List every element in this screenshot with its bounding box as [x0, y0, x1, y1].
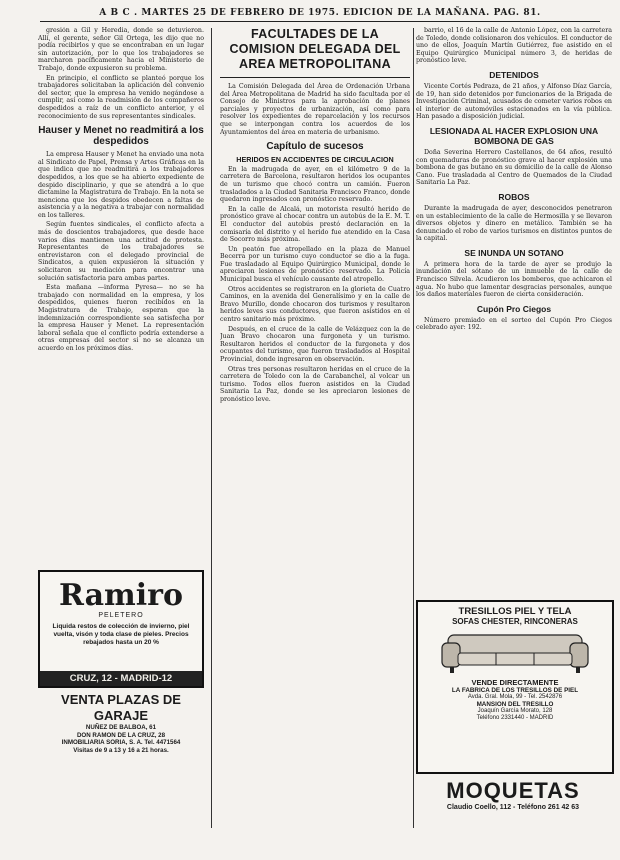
ad-address: CRUZ, 12 - MADRID-12: [40, 671, 202, 686]
ad-title: VENTA PLAZAS DE GARAJE: [61, 692, 181, 723]
column-divider: [413, 28, 414, 828]
ad-moquetas: [416, 778, 610, 811]
ad-line: NUÑEZ DE BALBOA, 61: [85, 724, 157, 731]
ad-subtitle: PELETERO: [98, 612, 144, 619]
ad-line: Avda. Gral. Mola, 99 - Tel. 2542876: [467, 694, 563, 700]
article-paragraph: La Comisión Delegada del Área de Ordenación Urbana del Área Metropolitana de Madrid ha sido facultada por el Consejo de Ministros para la aprobación de planes parciales y proyectos de urbanización, así como para resolver los expedientes de reparcelación y los recursos que se interpongan contra los acuerdos de los Ayuntamientos del área en materia de urbanismo.: [220, 83, 410, 136]
heading-robos: ROBOS: [498, 191, 530, 202]
article-paragraph: A primera hora de la tarde de ayer se produjo la inundación del sótano de un inmueble de la calle de Francisco Silvela. Acudieron los bomberos, que achicaron el agua. No hubo que lamentar desgracias personales, aunque los daños materiales fueron de cierta consideración.: [416, 260, 612, 299]
article-paragraph: En principio, el conflicto se planteó porque los trabajadores solicitaban la aplicación del convenio del sector, que la empresa ha venido negándose a cumplir, así como la readmisión de los compañeros despedidos a raíz de un conflicto anterior, y el reconocimiento de sus representantes sindicales.: [38, 74, 204, 120]
headline-comision-delegada: FACULTADES DE LA COMISION DELEGADA DEL AREA METROPOLITANA: [220, 27, 410, 78]
ad-line: DON RAMON DE LA CRUZ, 28: [76, 731, 166, 739]
subheading-heridos: HERIDOS EN ACCIDENTES DE CIRCULACION: [236, 155, 394, 165]
article-paragraph: gresión a Gil y Heredia, donde se detuvieron. Allí, el gerente, señor Gil Ortega, les dijo que no podía recibirlos y que se encontraban en un lugar sin autorización, por lo que los trabajadores se marcharon pacíficamente hacia el Ministerio de Trabajo, donde expusieron su problema.: [38, 27, 204, 72]
ad-line: Joaquín García Morato, 128: [477, 708, 553, 715]
heading-sotano: SE INUNDA UN SOTANO: [464, 247, 564, 258]
ad-text: Liquida restos de colección de invierno, piel vuelta, visón y toda clase de pieles. Precios rebajados hasta un 20 %: [52, 623, 190, 646]
heading-detenidos: DETENIDOS: [489, 69, 539, 80]
ad-subtitle: SOFAS CHESTER, RINCONERAS: [452, 617, 578, 626]
ad-logo: Ramiro: [58, 578, 183, 613]
ad-line: MANSION DEL TRESILLO: [476, 701, 554, 709]
article-paragraph: En la calle de Alcalá, un motorista resultó herido de pronóstico grave al chocar contra un autobús de la E. M. T. El conductor del autobús prestó declaración en la comisaría del distrito y el herido fue atendido en la Casa de Socorro más próxima.: [220, 205, 410, 244]
headline-hauser-menet: Hauser y Menet no readmitirá a los despedidos: [38, 125, 204, 148]
section-heading-sucesos: Capítulo de sucesos: [266, 141, 364, 153]
ad-line: Teléfono 2331440 - MADRID: [476, 715, 554, 722]
article-paragraph: barrio, el 16 de la calle de Antonio López, con la carretera de Toledo, donde colisionaron dos vehículos. El conductor de uno de ellos, Joaquín Martín Gutiérrez, fue asistido en el Equipo Quirúrgico Municipal número 3, de heridas de pronóstico leve.: [416, 27, 612, 65]
article-paragraph: Un peatón fue atropellado en la plaza de Manuel Becerra por un turismo cuyo conductor se dio a la fuga. Fue trasladado al Equipo Quirúrgico Municipal, donde le apreciaron lesiones de pronóstico reservado. La Policía Municipal busca el vehículo causante del atropello.: [220, 245, 410, 284]
article-paragraph: Esta mañana —informa Pyresa— no se ha trabajado con normalidad en la empresa, y los despedidos, quienes fueron recibidos en la Magistratura de Trabajo, esperan que la indemnización correspondiente sea satisfecha por la empresa Hauser y Menet. La representación laboral señala que el conflicto podría extenderse a otras empresas del sector si no se alcanza un acuerdo en los próximos días.: [38, 284, 204, 352]
article-paragraph: Durante la madrugada de ayer, desconocidos penetraron en un establecimiento de la calle de Hermosilla y se llevaron diversos objetos y dinero en metálico. También se ha denunciado el robo de varios turismos en distintos puntos de la capital.: [416, 204, 612, 243]
article-paragraph: Número premiado en el sorteo del Cupón Pro Ciegos celebrado ayer: 192.: [416, 316, 612, 332]
column-right: [416, 27, 612, 607]
article-paragraph: Doña Severina Herrero Castellanos, de 64 años, resultó con quemaduras de pronóstico grave al hacer explosión una bombona de gas butano en su domicilio de la calle de Alonso Cano. Fue trasladada al Centro de Quemados de la Ciudad Sanitaria La Paz.: [416, 148, 612, 187]
article-paragraph: La empresa Hauser y Menet ha enviado una nota al Sindicato de Papel, Prensa y Artes Gráficas en la que indica que no readmitirá a los trabajadores despedidos, a los que se ha abierto expediente de despido disciplinario, y que se atendrá a lo que dictamine la Magistratura de Trabajo. En la nota se menciona que los despidos obedecen a faltas de asistencia y a la negativa a trabajar con normalidad en los talleres.: [38, 151, 204, 219]
heading-cupon-pro-ciegos: Cupón Pro Ciegos: [476, 303, 552, 314]
ad-line: INMOBILIARIA SORIA, S. A. Tel. 4471564: [61, 739, 181, 746]
sofa-illustration: [440, 629, 590, 675]
ad-line: VENDE DIRECTAMENTE: [471, 678, 559, 687]
ad-ramiro-peletero: [38, 570, 204, 688]
article-paragraph: En la madrugada de ayer, en el kilómetro 9 de la carretera de Barcelona, resultaron heridos los ocupantes de un turismo que chocó contra un camión. Fueron trasladados a la Ciudad Sanitaria Francisco Franco, donde quedaron ingresados con pronóstico reservado.: [220, 165, 410, 204]
column-middle: [220, 27, 410, 827]
article-paragraph: Según fuentes sindicales, el conflicto afecta a más de doscientos trabajadores, que desde hace varios días mantienen una actitud de protesta. Representantes de los trabajadores se entrevistaron con el delegado provincial de Sindicatos, a quien expusieron la situación y solicitaron su mediación para encontrar una solución satisfactoria para ambas partes.: [38, 221, 204, 282]
ad-address: Claudio Coello, 112 - Teléfono 261 42 63: [446, 804, 580, 811]
article-paragraph: Vicente Cortés Pedraza, de 21 años, y Alfonso Díaz García, de 19, han sido detenidos por funcionarios de la Brigada de Investigación Criminal, acusados de cometer varios robos en el interior de automóviles estacionados en la vía pública. Han pasado a disposición judicial.: [416, 82, 612, 121]
article-paragraph: Después, en el cruce de la calle de Velázquez con la de Juan Bravo chocaron una furgoneta y un turismo. Resultaron heridos el conductor de la furgoneta y dos ocupantes del turismo, que fueron trasladados al Hospital Provincial, donde ingresaron en observación.: [220, 325, 410, 363]
ad-garage-sale: [38, 692, 204, 754]
ad-title: MOQUETAS: [446, 778, 580, 803]
article-paragraph: Otras tres personas resultaron heridas en el cruce de la carretera de Toledo con la de Carabanchel, al volcar un turismo. Todos ellos fueron asistidos en la Ciudad Sanitaria La Paz, donde se les apreciaron lesiones de pronóstico leve.: [220, 365, 410, 403]
column-divider: [211, 28, 212, 828]
article-paragraph: Otros accidentes se registraron en la glorieta de Cuatro Caminos, en la avenida del Generalísimo y en la calle de Bravo Murillo, donde chocaron dos turismos y resultaron heridos leves sus conductores, que fueron asistidos en el centro sanitario más próximo.: [220, 285, 410, 324]
ad-line: LA FABRICA DE LOS TRESILLOS DE PIEL: [451, 687, 579, 694]
ad-line: Visitas de 9 a 13 y 16 a 21 horas.: [73, 746, 169, 754]
ad-title: TRESILLOS PIEL Y TELA: [458, 606, 572, 617]
page-header: A B C . MARTES 25 DE FEBRERO DE 1975. EDICION DE LA MAÑANA. PAG. 81.: [40, 8, 600, 22]
heading-bombona-gas: LESIONADA AL HACER EXPLOSION UNA BOMBONA DE GAS: [429, 125, 599, 146]
ad-tresillos: [416, 600, 614, 774]
